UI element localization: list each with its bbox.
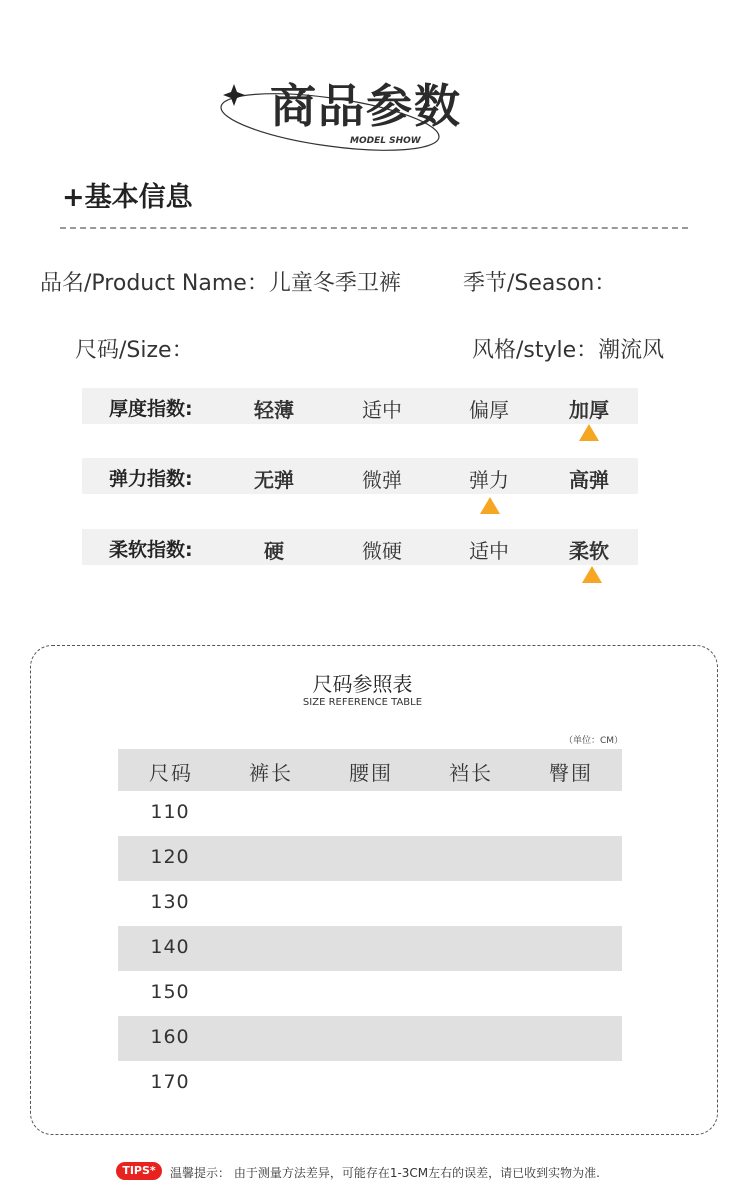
size-table-title: 尺码参照表 [312, 672, 413, 696]
table-row [118, 1061, 622, 1106]
index-option: 柔软 [569, 539, 609, 563]
index-option: 加厚 [569, 398, 609, 422]
index-option: 微硬 [362, 539, 402, 563]
section-title: +基本信息 [62, 182, 193, 213]
column-header: 腰围 [349, 761, 393, 785]
index-option: 硬 [264, 539, 284, 563]
index-option: 轻薄 [254, 398, 294, 422]
index-option: 适中 [469, 539, 509, 563]
size-table-unit: （单位：CM） [564, 736, 624, 746]
page-title: 商品参数 [270, 79, 462, 133]
product-name: 品名/Product Name：儿童冬季卫裤 [40, 271, 401, 296]
index-option: 偏厚 [469, 398, 509, 422]
size-cell: 120 [150, 846, 190, 868]
thickness-index-row [82, 388, 638, 424]
indicator-triangle-icon [480, 497, 500, 514]
index-option: 微弹 [362, 468, 402, 492]
column-header: 裤长 [249, 761, 293, 785]
index-label: 厚度指数: [109, 398, 193, 420]
sparkle-icon [223, 84, 245, 106]
size-cell: 170 [150, 1071, 190, 1093]
divider [60, 227, 688, 229]
index-label: 弹力指数: [109, 468, 193, 490]
column-header: 尺码 [149, 761, 193, 785]
size-cell: 140 [150, 936, 190, 958]
size-cell: 110 [150, 801, 190, 823]
table-row [118, 836, 622, 881]
column-header: 臀围 [549, 761, 593, 785]
size-cell: 130 [150, 891, 190, 913]
size-label: 尺码/Size： [75, 338, 194, 363]
elasticity-index-row [82, 458, 638, 494]
indicator-triangle-icon [582, 566, 602, 583]
softness-index-row [82, 529, 638, 565]
tips-badge: TIPS* [116, 1162, 162, 1180]
table-row [118, 791, 622, 836]
table-row [118, 881, 622, 926]
index-option: 无弹 [254, 468, 294, 492]
index-option: 弹力 [469, 468, 509, 492]
indicator-triangle-icon [579, 424, 599, 441]
style: 风格/style：潮流风 [472, 338, 665, 363]
column-header: 裆长 [449, 761, 493, 785]
index-label: 柔软指数: [109, 539, 193, 561]
index-option: 适中 [362, 398, 402, 422]
size-cell: 150 [150, 981, 190, 1003]
tips-text: 温馨提示： 由于测量方法差异，可能存在1-3CM左右的误差，请已收到实物为准. [170, 1166, 600, 1180]
index-option: 高弹 [569, 468, 609, 492]
table-row [118, 971, 622, 1016]
table-row [118, 926, 622, 971]
table-header [118, 749, 622, 791]
table-row [118, 1016, 622, 1061]
size-cell: 160 [150, 1026, 190, 1048]
season: 季节/Season： [463, 271, 617, 296]
size-table-subtitle: SIZE REFERENCE TABLE [302, 697, 423, 708]
page-subtitle: MODEL SHOW [350, 136, 421, 146]
